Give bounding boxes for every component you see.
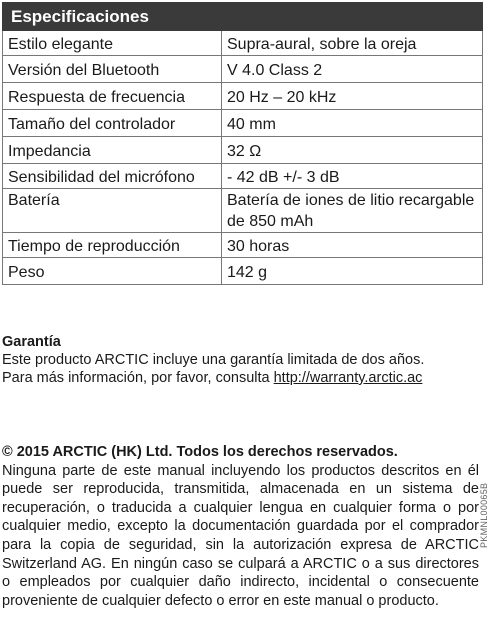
spec-row-battery [3,189,483,233]
spec-row-style [3,31,483,56]
specifications-table [2,2,483,285]
document-code: PKMNL00065B [479,482,489,548]
spec-row-mic-sensitivity [3,164,483,189]
spec-label: Tiempo de reproducción [3,233,222,258]
spec-value: 40 mm [222,110,483,137]
spec-label: Tamaño del controlador [3,110,222,137]
spec-value: Supra-aural, sobre la oreja [222,31,483,56]
spec-value: 32 Ω [222,137,483,164]
spec-value: - 42 dB +/- 3 dB [222,164,483,189]
warranty-info-text: Para más información, por favor, consulta [2,370,274,386]
spec-label: Batería [3,189,222,233]
specifications-title: Especificaciones [3,3,483,31]
spec-value: 20 Hz – 20 kHz [222,83,483,110]
spec-label: Versión del Bluetooth [3,56,222,83]
warranty-link[interactable]: http://warranty.arctic.ac [273,370,423,386]
specifications-header-row [3,3,483,31]
warranty-text: Este producto ARCTIC incluye una garantía limitada de dos años. [2,352,425,368]
spec-value: Batería de iones de litio recargable de 850 mAh [222,189,483,233]
spec-row-frequency [3,83,483,110]
spec-label: Respuesta de frecuencia [3,83,222,110]
copyright-body: Ninguna parte de este manual incluyendo los productos descritos en él puede ser reproducida, transmitida, almacenada en un sistema de recuperación, o traducida a cualquier lengua en cualquier forma o por cualquier medio, excepto la documentación guardada por el comprador para la copia de seguridad, sin la autorización expresa de ARCTIC Switzerland AG. En ningún caso se culpará a ARCTIC o a sus directores o empleados por cualquier daño indirecto, incidental o consecuente proveniente de cualquier defecto o error en este manual o producto. [2,462,479,609]
spec-value: V 4.0 Class 2 [222,56,483,83]
spec-row-playtime [3,233,483,258]
spec-label: Sensibilidad del micrófono [3,164,222,189]
spec-value: 142 g [222,258,483,285]
warranty-title: Garantía [2,334,61,350]
spec-row-weight [3,258,483,285]
spec-label: Peso [3,258,222,285]
spec-label: Estilo elegante [3,31,222,56]
spec-row-driver [3,110,483,137]
spec-row-bluetooth [3,56,483,83]
warranty-section [2,333,480,387]
spec-row-impedance [3,137,483,164]
spec-label: Impedancia [3,137,222,164]
warranty-info-line [2,369,480,387]
copyright-title: © 2015 ARCTIC (HK) Ltd. Todos los derechos reservados. [2,444,398,460]
spec-value: 30 horas [222,233,483,258]
copyright-section [2,443,479,610]
